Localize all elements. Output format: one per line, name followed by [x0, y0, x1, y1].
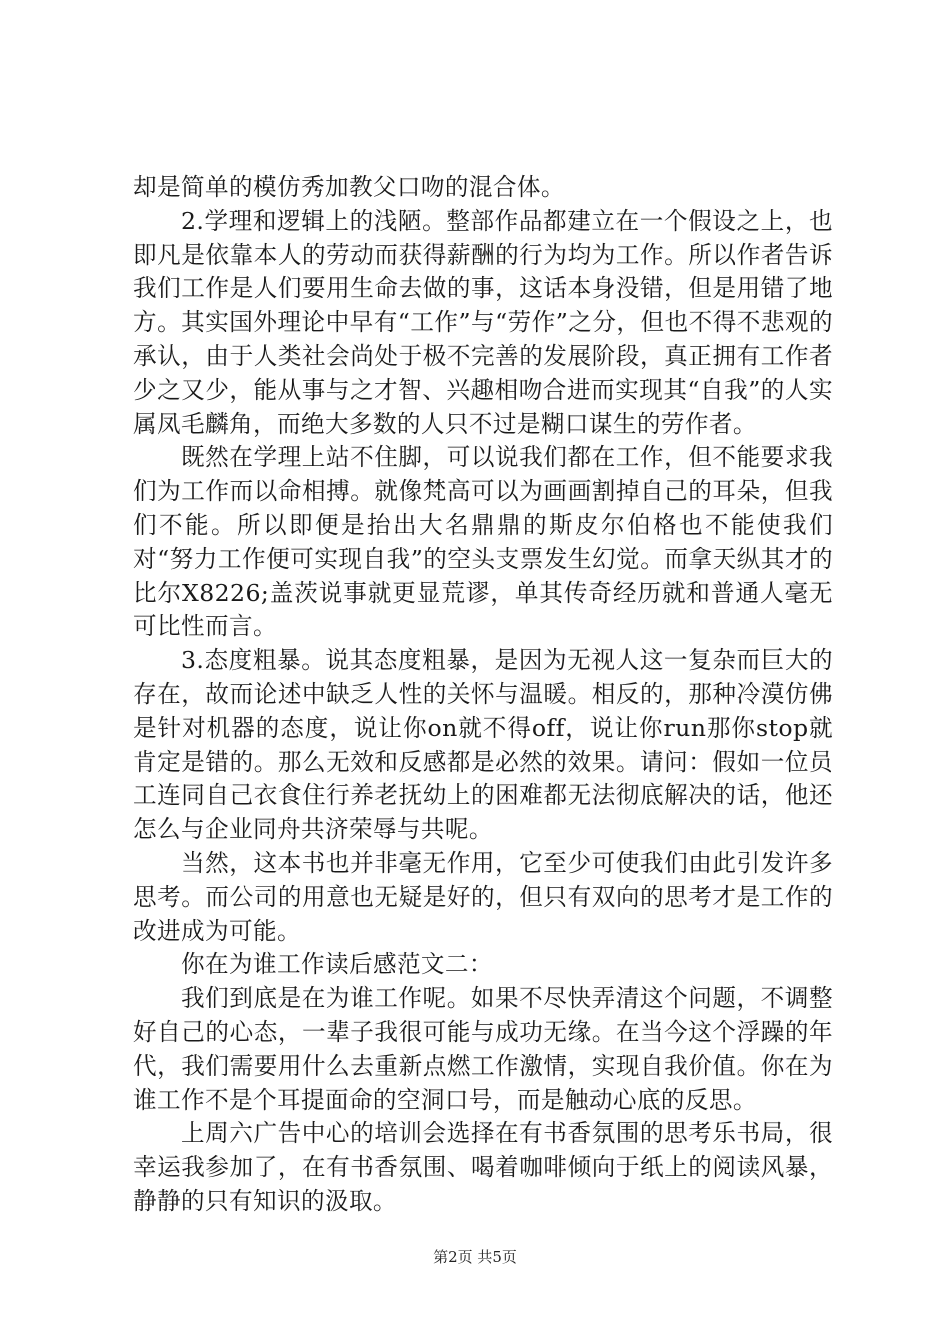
section-heading: 你在为谁工作读后感范文二： — [181, 950, 493, 979]
paragraph-conclusion: 当然，这本书也并非毫无作用，它至少可使我们由此引发许多思考。而公司的用意也无疑是好的，但只有双向的思考才是工作的改进成为可能。 — [133, 848, 833, 945]
paragraph-continuation: 却是简单的模仿秀加教父口吻的混合体。 — [133, 173, 565, 201]
paragraph-argument: 既然在学理上站不住脚，可以说我们都在工作，但不能要求我们为工作而以命相搏。就像梵高可以为画画割掉自己的耳朵，但我们不能。所以即便是抬出大名鼎鼎的斯皮尔伯格也不能使我们对“努力工作便可实现自我”的空头支票发生幻觉。而拿天纵其才的比尔X8226;盖茨说事就更显荒谬，单其传奇经历就和普通人毫无可比性而言。 — [133, 443, 833, 641]
paragraph-sample-two-body: 上周六广告中心的培训会选择在有书香氛围的思考乐书局，很幸运我参加了，在有书香氛围、喝着咖啡倾向于纸上的阅读风暴，静静的只有知识的汲取。 — [133, 1119, 833, 1215]
page-number-footer: 第2页 共5页 — [433, 1248, 517, 1266]
paragraph-point-2: 2.学理和逻辑上的浅陋。整部作品都建立在一个假设之上，也即凡是依靠本人的劳动而获得薪酬的行为均为工作。所以作者告诉我们工作是人们要用生命去做的事，这话本身没错，但是用错了地方。其实国外理论中早有“工作”与“劳作”之分，但也不得不悲观的承认，由于人类社会尚处于极不完善的发展阶段，真正拥有工作者少之又少，能从事与之才智、兴趣相吻合进而实现其“自我”的人实属凤毛麟角，而绝大多数的人只不过是糊口谋生的劳作者。 — [133, 206, 833, 438]
paragraph-point-3: 3.态度粗暴。说其态度粗暴，是因为无视人这一复杂而巨大的存在，故而论述中缺乏人性的关怀与温暖。相反的，那种冷漠仿佛是针对机器的态度，说让你on就不得off，说让你run那你stop就肯定是错的。那么无效和反感都是必然的效果。请问：假如一位员工连同自己衣食住行养老抚幼上的困难都无法彻底解决的话，他还怎么与企业同舟共济荣辱与共呢。 — [133, 646, 833, 844]
paragraph-sample-two-intro: 我们到底是在为谁工作呢。如果不尽快弄清这个问题，不调整好自己的心态，一辈子我很可能与成功无缘。在当今这个浮躁的年代，我们需要用什么去重新点燃工作激情，实现自我价值。你在为谁工作不是个耳提面命的空洞口号，而是触动心底的反思。 — [133, 984, 833, 1114]
document-body — [133, 171, 833, 1219]
